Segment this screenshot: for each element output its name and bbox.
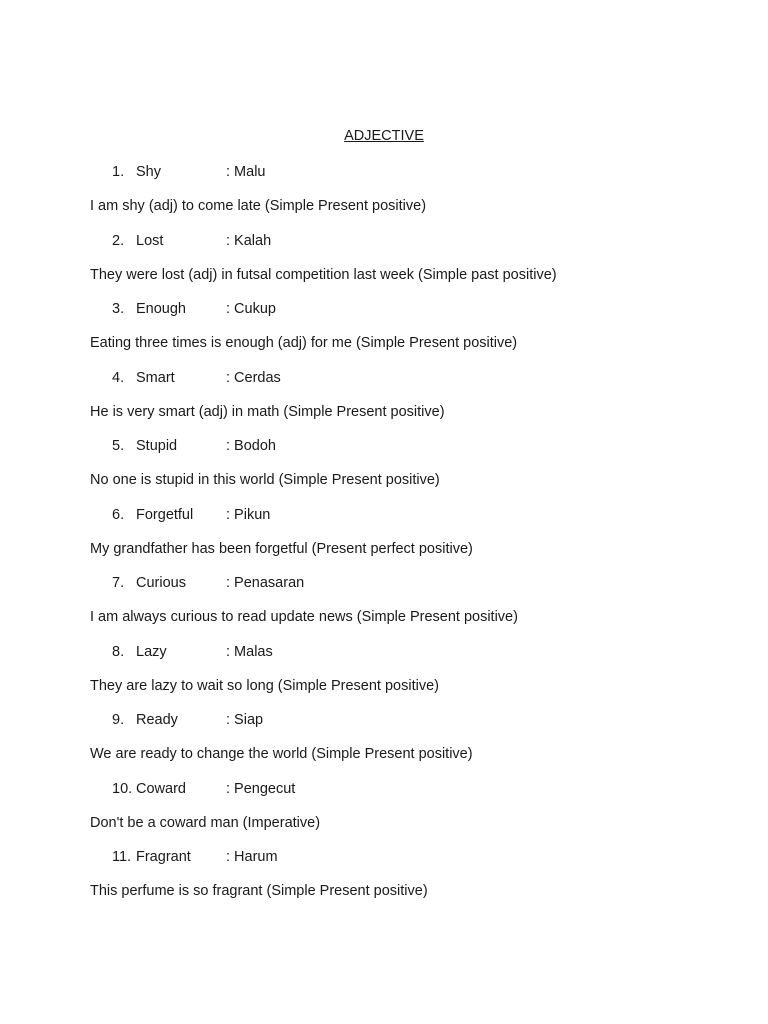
entry-meaning: : Siap <box>226 712 264 728</box>
word-line <box>0 506 768 540</box>
entry-word: Stupid <box>136 438 178 454</box>
entry-meaning: : Pikun <box>226 506 271 523</box>
entry-meaning: : Malu <box>226 164 266 180</box>
entry-meaning: : Cerdas <box>226 369 281 386</box>
vocabulary-list <box>0 163 768 917</box>
entry-meaning: : Cukup <box>226 301 276 317</box>
word-line <box>0 643 768 677</box>
example-sentence: I am shy (adj) to come late (Simple Present positive) <box>90 198 427 214</box>
example-sentence: They were lost (adj) in futsal competition last week (Simple past positive) <box>90 266 557 283</box>
entry-number: 7. <box>112 575 125 591</box>
entry-meaning: : Harum <box>226 849 278 865</box>
word-line <box>0 300 768 334</box>
vocabulary-entry <box>0 369 768 438</box>
word-line <box>0 848 768 882</box>
example-sentence: No one is stupid in this world (Simple Present positive) <box>90 472 440 488</box>
entry-word: Shy <box>136 164 161 180</box>
entry-number: 2. <box>112 232 125 249</box>
example-sentence: We are ready to change the world (Simple Present positive) <box>90 746 473 762</box>
entry-word: Coward <box>136 780 186 797</box>
entry-meaning: : Pengecut <box>226 780 296 797</box>
entry-meaning: : Malas <box>226 643 273 660</box>
word-line <box>0 711 768 745</box>
word-line <box>0 163 768 197</box>
entry-number: 9. <box>112 712 125 728</box>
word-line <box>0 232 768 266</box>
vocabulary-entry <box>0 780 768 849</box>
entry-number: 5. <box>112 438 125 454</box>
entry-word: Enough <box>136 301 186 317</box>
page-title: ADJECTIVE <box>344 128 424 144</box>
entry-number: 1. <box>112 164 125 180</box>
entry-word: Fragrant <box>136 849 191 865</box>
entry-number: 10. <box>112 780 133 797</box>
example-sentence: This perfume is so fragrant (Simple Present positive) <box>90 883 428 899</box>
vocabulary-entry <box>0 506 768 575</box>
entry-word: Forgetful <box>136 506 194 523</box>
example-sentence: I am always curious to read update news (Simple Present positive) <box>90 609 518 625</box>
vocabulary-entry <box>0 848 768 917</box>
example-sentence: He is very smart (adj) in math (Simple Present positive) <box>90 403 445 420</box>
example-sentence: Don't be a coward man (Imperative) <box>90 814 321 831</box>
example-sentence: My grandfather has been forgetful (Present perfect positive) <box>90 540 473 557</box>
vocabulary-entry <box>0 232 768 301</box>
word-line <box>0 780 768 814</box>
entry-word: Lost <box>136 232 164 249</box>
vocabulary-entry <box>0 437 768 506</box>
entry-meaning: : Bodoh <box>226 438 276 454</box>
word-line <box>0 574 768 608</box>
entry-word: Curious <box>136 575 186 591</box>
example-sentence: Eating three times is enough (adj) for me (Simple Present positive) <box>90 335 518 351</box>
entry-number: 4. <box>112 369 125 386</box>
entry-number: 11. <box>112 849 132 865</box>
entry-number: 3. <box>112 301 125 317</box>
entry-word: Smart <box>136 369 175 386</box>
vocabulary-entry <box>0 300 768 369</box>
entry-number: 8. <box>112 643 125 660</box>
vocabulary-entry <box>0 574 768 643</box>
vocabulary-entry <box>0 643 768 712</box>
vocabulary-entry <box>0 711 768 780</box>
example-sentence: They are lazy to wait so long (Simple Present positive) <box>90 677 439 694</box>
vocabulary-entry <box>0 163 768 232</box>
entry-number: 6. <box>112 506 125 523</box>
word-line <box>0 437 768 471</box>
entry-meaning: : Penasaran <box>226 575 305 591</box>
entry-meaning: : Kalah <box>226 232 272 249</box>
entry-word: Ready <box>136 712 178 728</box>
word-line <box>0 369 768 403</box>
entry-word: Lazy <box>136 643 167 660</box>
